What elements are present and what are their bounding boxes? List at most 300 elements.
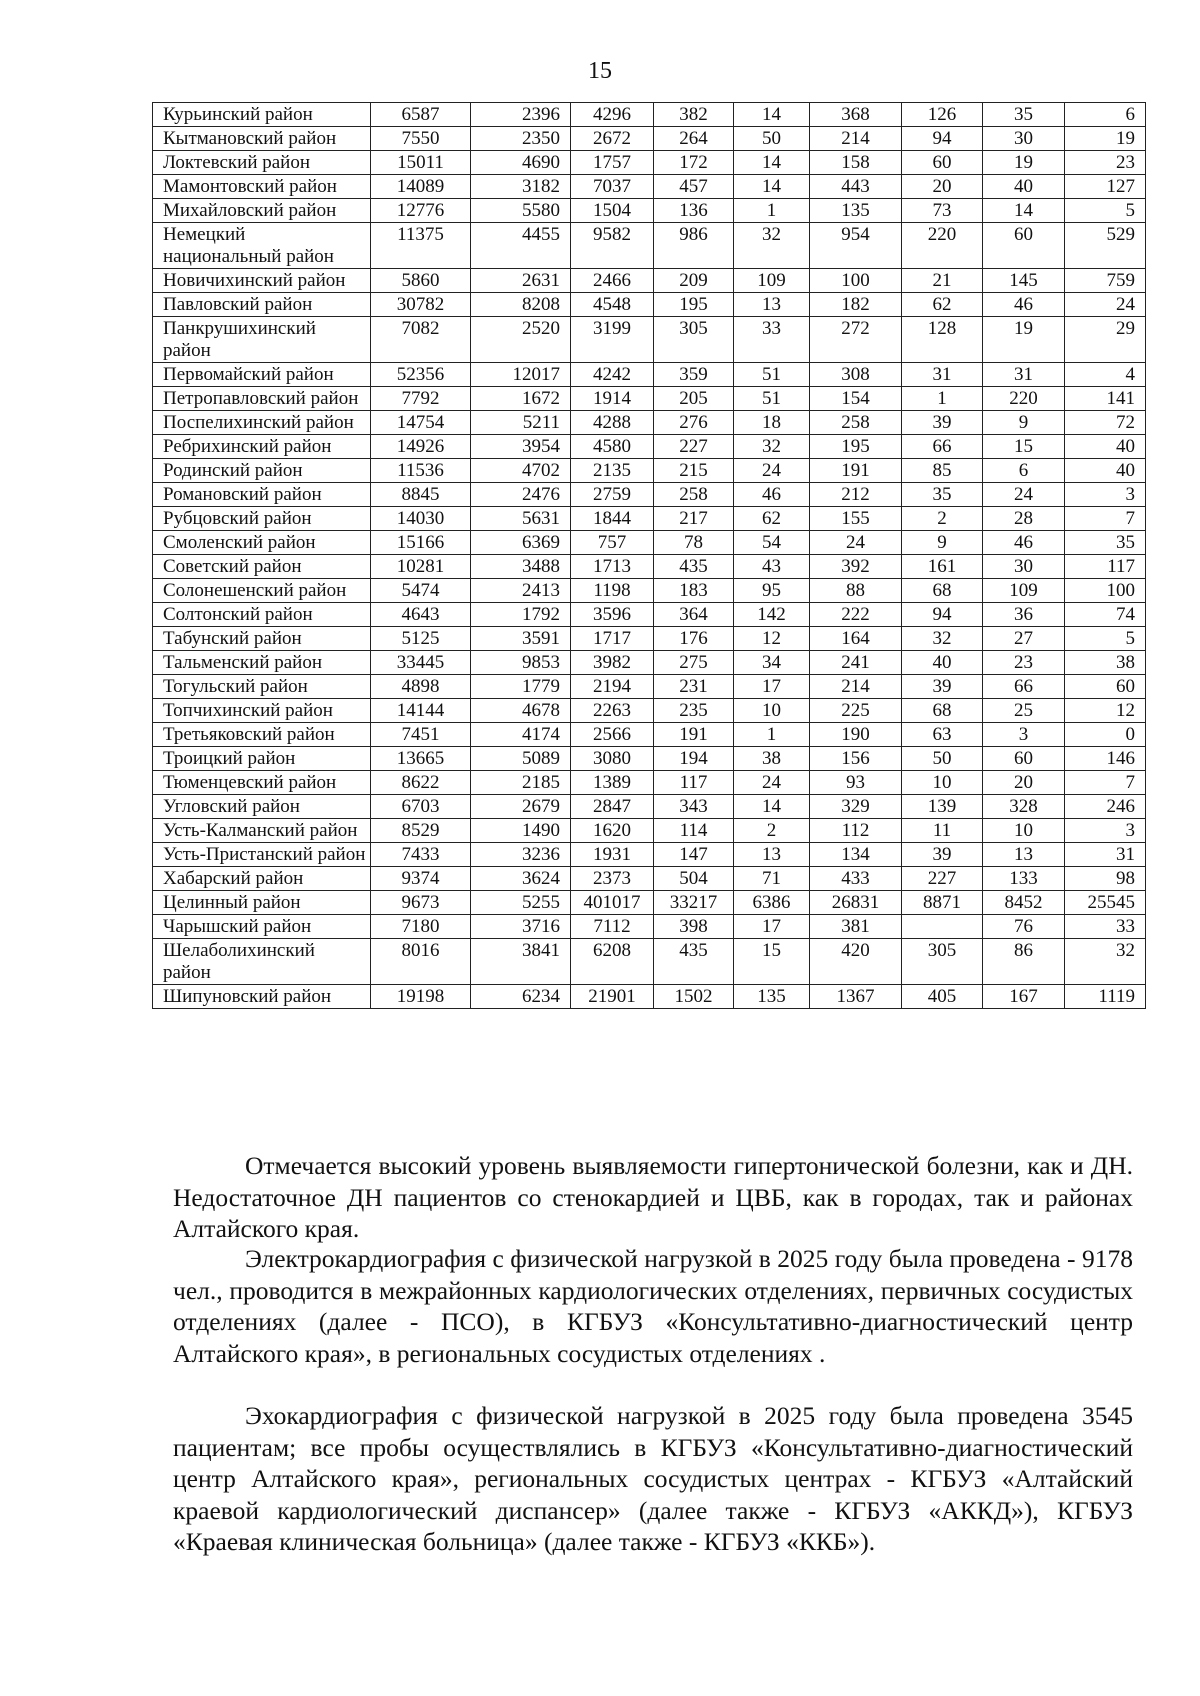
value-cell: 73	[902, 199, 983, 223]
value-cell: 71	[734, 867, 810, 891]
value-cell: 7433	[371, 843, 471, 867]
district-name-cell: Смоленский район	[153, 531, 371, 555]
value-cell: 9582	[571, 223, 654, 269]
value-cell: 392	[810, 555, 902, 579]
value-cell: 4296	[571, 103, 654, 127]
district-name-cell: Михайловский район	[153, 199, 371, 223]
value-cell: 38	[1065, 651, 1146, 675]
value-cell: 8871	[902, 891, 983, 915]
value-cell: 7112	[571, 915, 654, 939]
table-row	[153, 603, 1146, 627]
value-cell: 145	[983, 269, 1065, 293]
value-cell: 2413	[471, 579, 571, 603]
value-cell: 4288	[571, 411, 654, 435]
value-cell: 8016	[371, 939, 471, 985]
value-cell: 9374	[371, 867, 471, 891]
value-cell: 11	[902, 819, 983, 843]
value-cell: 3080	[571, 747, 654, 771]
value-cell: 6369	[471, 531, 571, 555]
table-row	[153, 363, 1146, 387]
value-cell: 5631	[471, 507, 571, 531]
table-row	[153, 699, 1146, 723]
table-row	[153, 867, 1146, 891]
value-cell: 5089	[471, 747, 571, 771]
value-cell: 3	[983, 723, 1065, 747]
district-name-cell: Кытмановский район	[153, 127, 371, 151]
value-cell: 3624	[471, 867, 571, 891]
value-cell: 246	[1065, 795, 1146, 819]
value-cell: 954	[810, 223, 902, 269]
value-cell: 529	[1065, 223, 1146, 269]
value-cell: 13	[983, 843, 1065, 867]
value-cell: 435	[654, 555, 734, 579]
value-cell: 1504	[571, 199, 654, 223]
value-cell: 9673	[371, 891, 471, 915]
value-cell: 264	[654, 127, 734, 151]
value-cell: 12776	[371, 199, 471, 223]
value-cell: 4548	[571, 293, 654, 317]
value-cell: 66	[983, 675, 1065, 699]
value-cell: 443	[810, 175, 902, 199]
value-cell: 66	[902, 435, 983, 459]
value-cell: 191	[810, 459, 902, 483]
value-cell: 359	[654, 363, 734, 387]
value-cell: 4242	[571, 363, 654, 387]
value-cell: 127	[1065, 175, 1146, 199]
value-cell: 5	[1065, 627, 1146, 651]
table-row	[153, 771, 1146, 795]
value-cell: 504	[654, 867, 734, 891]
value-cell: 32	[902, 627, 983, 651]
district-name-cell: Угловский район	[153, 795, 371, 819]
table-row	[153, 127, 1146, 151]
value-cell: 14	[734, 151, 810, 175]
paragraph-text: Электрокардиография с физической нагрузкой в 2025 году была проведена - 9178 чел., проводится в межрайонных кардиологических отделениях, первичных сосудистых отделениях (далее - ПСО), в КГБУЗ «Консультативно-диагностический центр Алтайского края», в региональных сосудистых отделениях .	[173, 1244, 1133, 1368]
value-cell: 14754	[371, 411, 471, 435]
district-statistics-table	[152, 102, 1146, 1009]
district-name-cell: Тюменцевский район	[153, 771, 371, 795]
value-cell: 195	[810, 435, 902, 459]
table-row	[153, 843, 1146, 867]
district-name-cell: Павловский район	[153, 293, 371, 317]
paragraph-text: Отмечается высокий уровень выявляемости гипертонической болезни, как и ДН. Недостаточное ДН пациентов со стенокардией и ЦВБ, как в городах, так и районах Алтайского края.	[173, 1151, 1133, 1243]
value-cell: 6208	[571, 939, 654, 985]
value-cell: 68	[902, 699, 983, 723]
value-cell: 100	[810, 269, 902, 293]
value-cell: 60	[902, 151, 983, 175]
value-cell: 5474	[371, 579, 471, 603]
value-cell: 217	[654, 507, 734, 531]
value-cell: 176	[654, 627, 734, 651]
value-cell: 128	[902, 317, 983, 363]
value-cell: 34	[734, 651, 810, 675]
value-cell: 1502	[654, 985, 734, 1009]
value-cell: 276	[654, 411, 734, 435]
value-cell: 52356	[371, 363, 471, 387]
value-cell: 12017	[471, 363, 571, 387]
value-cell: 15166	[371, 531, 471, 555]
value-cell: 6386	[734, 891, 810, 915]
value-cell: 85	[902, 459, 983, 483]
district-name-cell: Поспелихинский район	[153, 411, 371, 435]
value-cell: 14	[734, 795, 810, 819]
value-cell: 435	[654, 939, 734, 985]
value-cell: 60	[1065, 675, 1146, 699]
value-cell: 21	[902, 269, 983, 293]
value-cell: 2679	[471, 795, 571, 819]
value-cell: 24	[983, 483, 1065, 507]
value-cell: 74	[1065, 603, 1146, 627]
table-row	[153, 939, 1146, 985]
value-cell: 3841	[471, 939, 571, 985]
value-cell: 14144	[371, 699, 471, 723]
value-cell: 2566	[571, 723, 654, 747]
value-cell: 68	[902, 579, 983, 603]
table-row	[153, 891, 1146, 915]
value-cell: 6234	[471, 985, 571, 1009]
value-cell: 5125	[371, 627, 471, 651]
value-cell: 2466	[571, 269, 654, 293]
value-cell: 6	[983, 459, 1065, 483]
value-cell: 3488	[471, 555, 571, 579]
value-cell: 1198	[571, 579, 654, 603]
value-cell: 420	[810, 939, 902, 985]
value-cell: 9853	[471, 651, 571, 675]
value-cell: 275	[654, 651, 734, 675]
value-cell: 8529	[371, 819, 471, 843]
value-cell: 1367	[810, 985, 902, 1009]
value-cell: 7180	[371, 915, 471, 939]
value-cell: 5255	[471, 891, 571, 915]
value-cell: 146	[1065, 747, 1146, 771]
district-name-cell: Чарышский район	[153, 915, 371, 939]
value-cell: 272	[810, 317, 902, 363]
value-cell: 50	[902, 747, 983, 771]
value-cell: 147	[654, 843, 734, 867]
value-cell: 9	[902, 531, 983, 555]
value-cell: 31	[983, 363, 1065, 387]
value-cell: 30782	[371, 293, 471, 317]
value-cell: 39	[902, 675, 983, 699]
value-cell: 11536	[371, 459, 471, 483]
value-cell: 126	[902, 103, 983, 127]
value-cell: 214	[810, 127, 902, 151]
value-cell: 23	[983, 651, 1065, 675]
value-cell: 7037	[571, 175, 654, 199]
value-cell: 18	[734, 411, 810, 435]
value-cell: 33	[1065, 915, 1146, 939]
value-cell: 21901	[571, 985, 654, 1009]
value-cell: 112	[810, 819, 902, 843]
value-cell: 205	[654, 387, 734, 411]
value-cell: 2476	[471, 483, 571, 507]
value-cell: 31	[1065, 843, 1146, 867]
page-number: 15	[588, 58, 612, 84]
value-cell: 3954	[471, 435, 571, 459]
value-cell: 25	[983, 699, 1065, 723]
value-cell: 4455	[471, 223, 571, 269]
table-row	[153, 269, 1146, 293]
value-cell: 8208	[471, 293, 571, 317]
value-cell: 39	[902, 411, 983, 435]
value-cell: 7	[1065, 507, 1146, 531]
value-cell: 405	[902, 985, 983, 1009]
value-cell: 11375	[371, 223, 471, 269]
value-cell: 40	[983, 175, 1065, 199]
value-cell: 7	[1065, 771, 1146, 795]
value-cell: 8845	[371, 483, 471, 507]
value-cell: 4898	[371, 675, 471, 699]
value-cell: 3716	[471, 915, 571, 939]
value-cell: 194	[654, 747, 734, 771]
value-cell: 4	[1065, 363, 1146, 387]
value-cell: 1672	[471, 387, 571, 411]
value-cell: 241	[810, 651, 902, 675]
value-cell: 54	[734, 531, 810, 555]
table-row	[153, 579, 1146, 603]
value-cell: 43	[734, 555, 810, 579]
value-cell: 51	[734, 363, 810, 387]
value-cell: 7451	[371, 723, 471, 747]
value-cell	[902, 915, 983, 939]
paragraph-text: Эхокардиография с физической нагрузкой в 2025 году была проведена 3545 пациентам; все пробы осуществлялись в КГБУЗ «Консультативно-диагностический центр Алтайского края», региональных сосудистых центрах - КГБУЗ «Алтайский краевой кардиологический диспансер» (далее также - КГБУЗ «АККД»), КГБУЗ «Краевая клиническая больница» (далее также - КГБУЗ «ККБ»).	[173, 1401, 1133, 1556]
table-row	[153, 175, 1146, 199]
table-row	[153, 819, 1146, 843]
value-cell: 258	[810, 411, 902, 435]
value-cell: 8622	[371, 771, 471, 795]
value-cell: 305	[902, 939, 983, 985]
district-name-cell: Тальменский район	[153, 651, 371, 675]
value-cell: 32	[1065, 939, 1146, 985]
value-cell: 1779	[471, 675, 571, 699]
value-cell: 305	[654, 317, 734, 363]
value-cell: 2350	[471, 127, 571, 151]
value-cell: 195	[654, 293, 734, 317]
value-cell: 135	[810, 199, 902, 223]
value-cell: 30	[983, 127, 1065, 151]
value-cell: 328	[983, 795, 1065, 819]
table-row	[153, 915, 1146, 939]
value-cell: 40	[902, 651, 983, 675]
value-cell: 2520	[471, 317, 571, 363]
value-cell: 1620	[571, 819, 654, 843]
value-cell: 6587	[371, 103, 471, 127]
value-cell: 2759	[571, 483, 654, 507]
value-cell: 109	[734, 269, 810, 293]
district-name-cell: Ребрихинский район	[153, 435, 371, 459]
value-cell: 117	[654, 771, 734, 795]
value-cell: 1713	[571, 555, 654, 579]
paragraph-echocardiography	[173, 1400, 1133, 1558]
value-cell: 10	[734, 699, 810, 723]
value-cell: 3982	[571, 651, 654, 675]
value-cell: 12	[1065, 699, 1146, 723]
district-name-cell: Петропавловский район	[153, 387, 371, 411]
value-cell: 117	[1065, 555, 1146, 579]
district-name-cell: Курьинский район	[153, 103, 371, 127]
value-cell: 214	[810, 675, 902, 699]
value-cell: 46	[983, 531, 1065, 555]
value-cell: 114	[654, 819, 734, 843]
value-cell: 183	[654, 579, 734, 603]
value-cell: 35	[983, 103, 1065, 127]
value-cell: 4678	[471, 699, 571, 723]
table-row	[153, 459, 1146, 483]
value-cell: 343	[654, 795, 734, 819]
value-cell: 26831	[810, 891, 902, 915]
district-name-cell: Усть-Калманский район	[153, 819, 371, 843]
district-name-cell: Советский район	[153, 555, 371, 579]
value-cell: 76	[983, 915, 1065, 939]
value-cell: 10281	[371, 555, 471, 579]
value-cell: 63	[902, 723, 983, 747]
value-cell: 4174	[471, 723, 571, 747]
value-cell: 4580	[571, 435, 654, 459]
value-cell: 190	[810, 723, 902, 747]
value-cell: 35	[902, 483, 983, 507]
table-row	[153, 435, 1146, 459]
district-name-cell: Тогульский район	[153, 675, 371, 699]
district-name-cell: Первомайский район	[153, 363, 371, 387]
table-row	[153, 317, 1146, 363]
value-cell: 29	[1065, 317, 1146, 363]
table-row	[153, 411, 1146, 435]
value-cell: 10	[902, 771, 983, 795]
value-cell: 50	[734, 127, 810, 151]
value-cell: 62	[902, 293, 983, 317]
value-cell: 13665	[371, 747, 471, 771]
table-row	[153, 293, 1146, 317]
value-cell: 5211	[471, 411, 571, 435]
value-cell: 2847	[571, 795, 654, 819]
district-name-cell: Панкрушихинский район	[153, 317, 371, 363]
value-cell: 155	[810, 507, 902, 531]
value-cell: 19	[983, 317, 1065, 363]
value-cell: 457	[654, 175, 734, 199]
value-cell: 401017	[571, 891, 654, 915]
district-name-cell: Немецкий национальный район	[153, 223, 371, 269]
value-cell: 2672	[571, 127, 654, 151]
value-cell: 172	[654, 151, 734, 175]
value-cell: 142	[734, 603, 810, 627]
value-cell: 19	[983, 151, 1065, 175]
table-row	[153, 627, 1146, 651]
value-cell: 46	[734, 483, 810, 507]
table-row	[153, 555, 1146, 579]
table-row	[153, 387, 1146, 411]
value-cell: 14089	[371, 175, 471, 199]
value-cell: 3	[1065, 483, 1146, 507]
value-cell: 33	[734, 317, 810, 363]
value-cell: 1	[734, 723, 810, 747]
value-cell: 14926	[371, 435, 471, 459]
value-cell: 209	[654, 269, 734, 293]
value-cell: 2194	[571, 675, 654, 699]
table-row	[153, 199, 1146, 223]
value-cell: 191	[654, 723, 734, 747]
table-row	[153, 507, 1146, 531]
district-name-cell: Солонешенский район	[153, 579, 371, 603]
value-cell: 7792	[371, 387, 471, 411]
value-cell: 98	[1065, 867, 1146, 891]
value-cell: 2	[902, 507, 983, 531]
value-cell: 100	[1065, 579, 1146, 603]
value-cell: 86	[983, 939, 1065, 985]
value-cell: 10	[983, 819, 1065, 843]
value-cell: 382	[654, 103, 734, 127]
value-cell: 28	[983, 507, 1065, 531]
district-name-cell: Солтонский район	[153, 603, 371, 627]
value-cell: 35	[1065, 531, 1146, 555]
value-cell: 2135	[571, 459, 654, 483]
value-cell: 220	[902, 223, 983, 269]
value-cell: 19	[1065, 127, 1146, 151]
value-cell: 17	[734, 915, 810, 939]
value-cell: 25545	[1065, 891, 1146, 915]
value-cell: 78	[654, 531, 734, 555]
value-cell: 368	[810, 103, 902, 127]
value-cell: 141	[1065, 387, 1146, 411]
value-cell: 20	[902, 175, 983, 199]
value-cell: 23	[1065, 151, 1146, 175]
value-cell: 40	[1065, 459, 1146, 483]
value-cell: 13	[734, 293, 810, 317]
value-cell: 381	[810, 915, 902, 939]
value-cell: 1757	[571, 151, 654, 175]
value-cell: 20	[983, 771, 1065, 795]
district-name-cell: Третьяковский район	[153, 723, 371, 747]
value-cell: 0	[1065, 723, 1146, 747]
paragraph-hypertension	[173, 1150, 1133, 1245]
value-cell: 39	[902, 843, 983, 867]
value-cell: 3591	[471, 627, 571, 651]
district-name-cell: Шелаболихинский район	[153, 939, 371, 985]
paragraph-ecg	[173, 1243, 1133, 1369]
value-cell: 14	[983, 199, 1065, 223]
value-cell: 225	[810, 699, 902, 723]
value-cell: 308	[810, 363, 902, 387]
value-cell: 1	[902, 387, 983, 411]
value-cell: 109	[983, 579, 1065, 603]
value-cell: 7550	[371, 127, 471, 151]
value-cell: 40	[1065, 435, 1146, 459]
value-cell: 135	[734, 985, 810, 1009]
table-body	[153, 103, 1146, 1009]
value-cell: 88	[810, 579, 902, 603]
value-cell: 24	[734, 459, 810, 483]
value-cell: 258	[654, 483, 734, 507]
value-cell: 1717	[571, 627, 654, 651]
value-cell: 1914	[571, 387, 654, 411]
value-cell: 14	[734, 103, 810, 127]
value-cell: 759	[1065, 269, 1146, 293]
value-cell: 3182	[471, 175, 571, 199]
value-cell: 133	[983, 867, 1065, 891]
value-cell: 164	[810, 627, 902, 651]
value-cell: 2396	[471, 103, 571, 127]
value-cell: 36	[983, 603, 1065, 627]
value-cell: 235	[654, 699, 734, 723]
value-cell: 24	[734, 771, 810, 795]
value-cell: 139	[902, 795, 983, 819]
value-cell: 60	[983, 747, 1065, 771]
value-cell: 1490	[471, 819, 571, 843]
value-cell: 12	[734, 627, 810, 651]
district-name-cell: Новичихинский район	[153, 269, 371, 293]
value-cell: 2	[734, 819, 810, 843]
value-cell: 8452	[983, 891, 1065, 915]
value-cell: 134	[810, 843, 902, 867]
